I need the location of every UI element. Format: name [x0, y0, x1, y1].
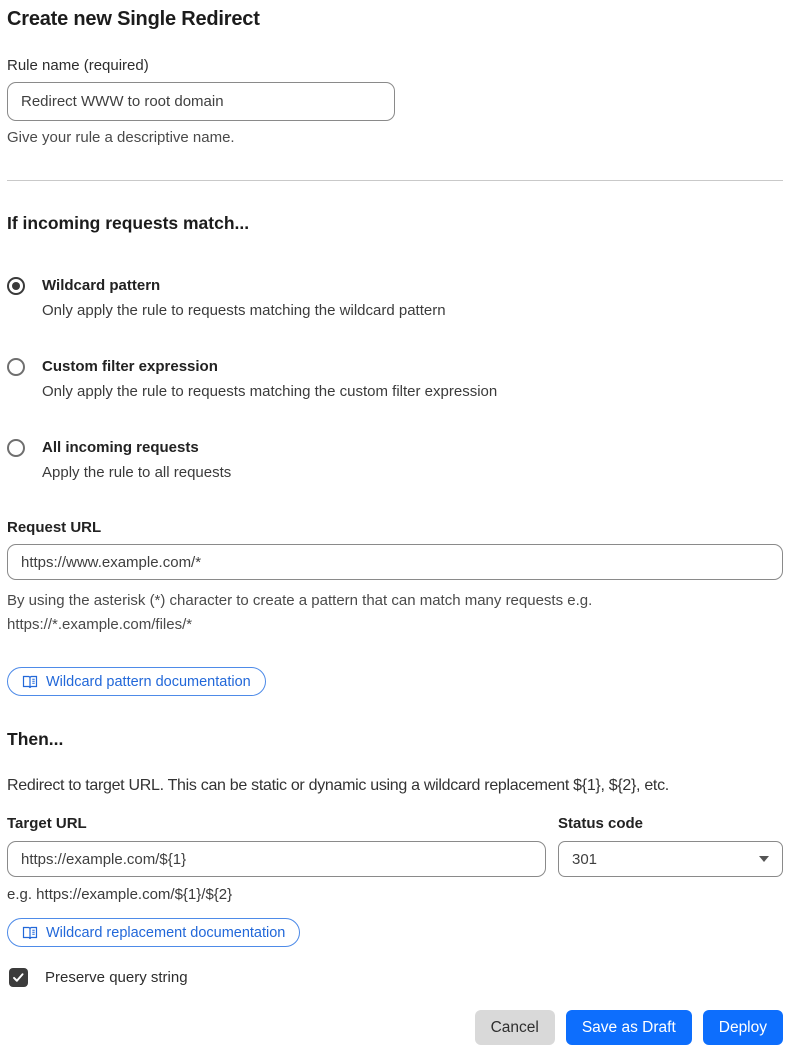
radio-option-all-requests[interactable] — [7, 438, 783, 482]
deploy-button[interactable]: Deploy — [703, 1010, 783, 1045]
target-url-label: Target URL — [7, 815, 87, 832]
radio-option-description: Only apply the rule to requests matching the wildcard pattern — [42, 302, 446, 319]
request-url-helper — [7, 589, 783, 637]
section-divider — [7, 180, 783, 181]
rule-name-helper: Give your rule a descriptive name. — [7, 129, 235, 146]
target-url-input[interactable] — [7, 841, 546, 877]
wildcard-pattern-docs-button[interactable] — [7, 667, 266, 696]
radio-option-label: Wildcard pattern — [42, 277, 161, 294]
status-code-value: 301 — [572, 850, 598, 868]
preserve-query-string-label: Preserve query string — [45, 969, 188, 986]
request-url-helper-line1: By using the asterisk (*) character to create a pattern that can match many requests e.g. — [7, 592, 593, 609]
save-as-draft-button[interactable]: Save as Draft — [566, 1010, 692, 1045]
match-section-heading: If incoming requests match... — [7, 213, 250, 233]
target-row — [7, 815, 783, 903]
chevron-down-icon — [759, 856, 769, 862]
book-icon — [22, 674, 38, 690]
request-url-input[interactable] — [7, 544, 783, 580]
wildcard-pattern-docs-label: Wildcard pattern documentation — [46, 673, 251, 690]
match-type-radio-group — [7, 276, 783, 482]
checkbox-checked-icon[interactable] — [9, 968, 28, 987]
status-code-label: Status code — [558, 815, 644, 832]
wildcard-replacement-docs-button[interactable] — [7, 918, 300, 947]
radio-unselected-icon[interactable] — [7, 439, 25, 457]
radio-option-label: Custom filter expression — [42, 358, 218, 375]
radio-unselected-icon[interactable] — [7, 358, 25, 376]
target-url-column — [7, 815, 546, 903]
page-title: Create new Single Redirect — [7, 8, 260, 30]
target-url-helper: e.g. https://example.com/${1}/${2} — [7, 886, 233, 903]
radio-option-description: Apply the rule to all requests — [42, 464, 232, 481]
request-url-helper-line2: https://*.example.com/files/* — [7, 616, 193, 633]
rule-name-input[interactable] — [7, 82, 395, 121]
preserve-query-string-row[interactable] — [7, 968, 783, 987]
radio-option-description: Only apply the rule to requests matching the custom filter expression — [42, 383, 498, 400]
radio-option-custom-filter[interactable] — [7, 357, 783, 401]
radio-option-wildcard-pattern[interactable] — [7, 276, 783, 320]
status-code-column — [558, 815, 783, 903]
radio-option-label: All incoming requests — [42, 439, 199, 456]
status-code-select[interactable] — [558, 841, 783, 877]
radio-selected-icon[interactable] — [7, 277, 25, 295]
then-section-heading: Then... — [7, 729, 64, 749]
wildcard-replacement-docs-label: Wildcard replacement documentation — [46, 924, 286, 941]
book-icon — [22, 925, 38, 941]
footer-actions — [7, 1010, 783, 1045]
request-url-label: Request URL — [7, 519, 102, 536]
then-section-description: Redirect to target URL. This can be static or dynamic using a wildcard replacement ${1}, ${2}, etc. — [7, 777, 669, 794]
rule-name-label: Rule name (required) — [7, 57, 149, 74]
cancel-button[interactable]: Cancel — [475, 1010, 555, 1045]
